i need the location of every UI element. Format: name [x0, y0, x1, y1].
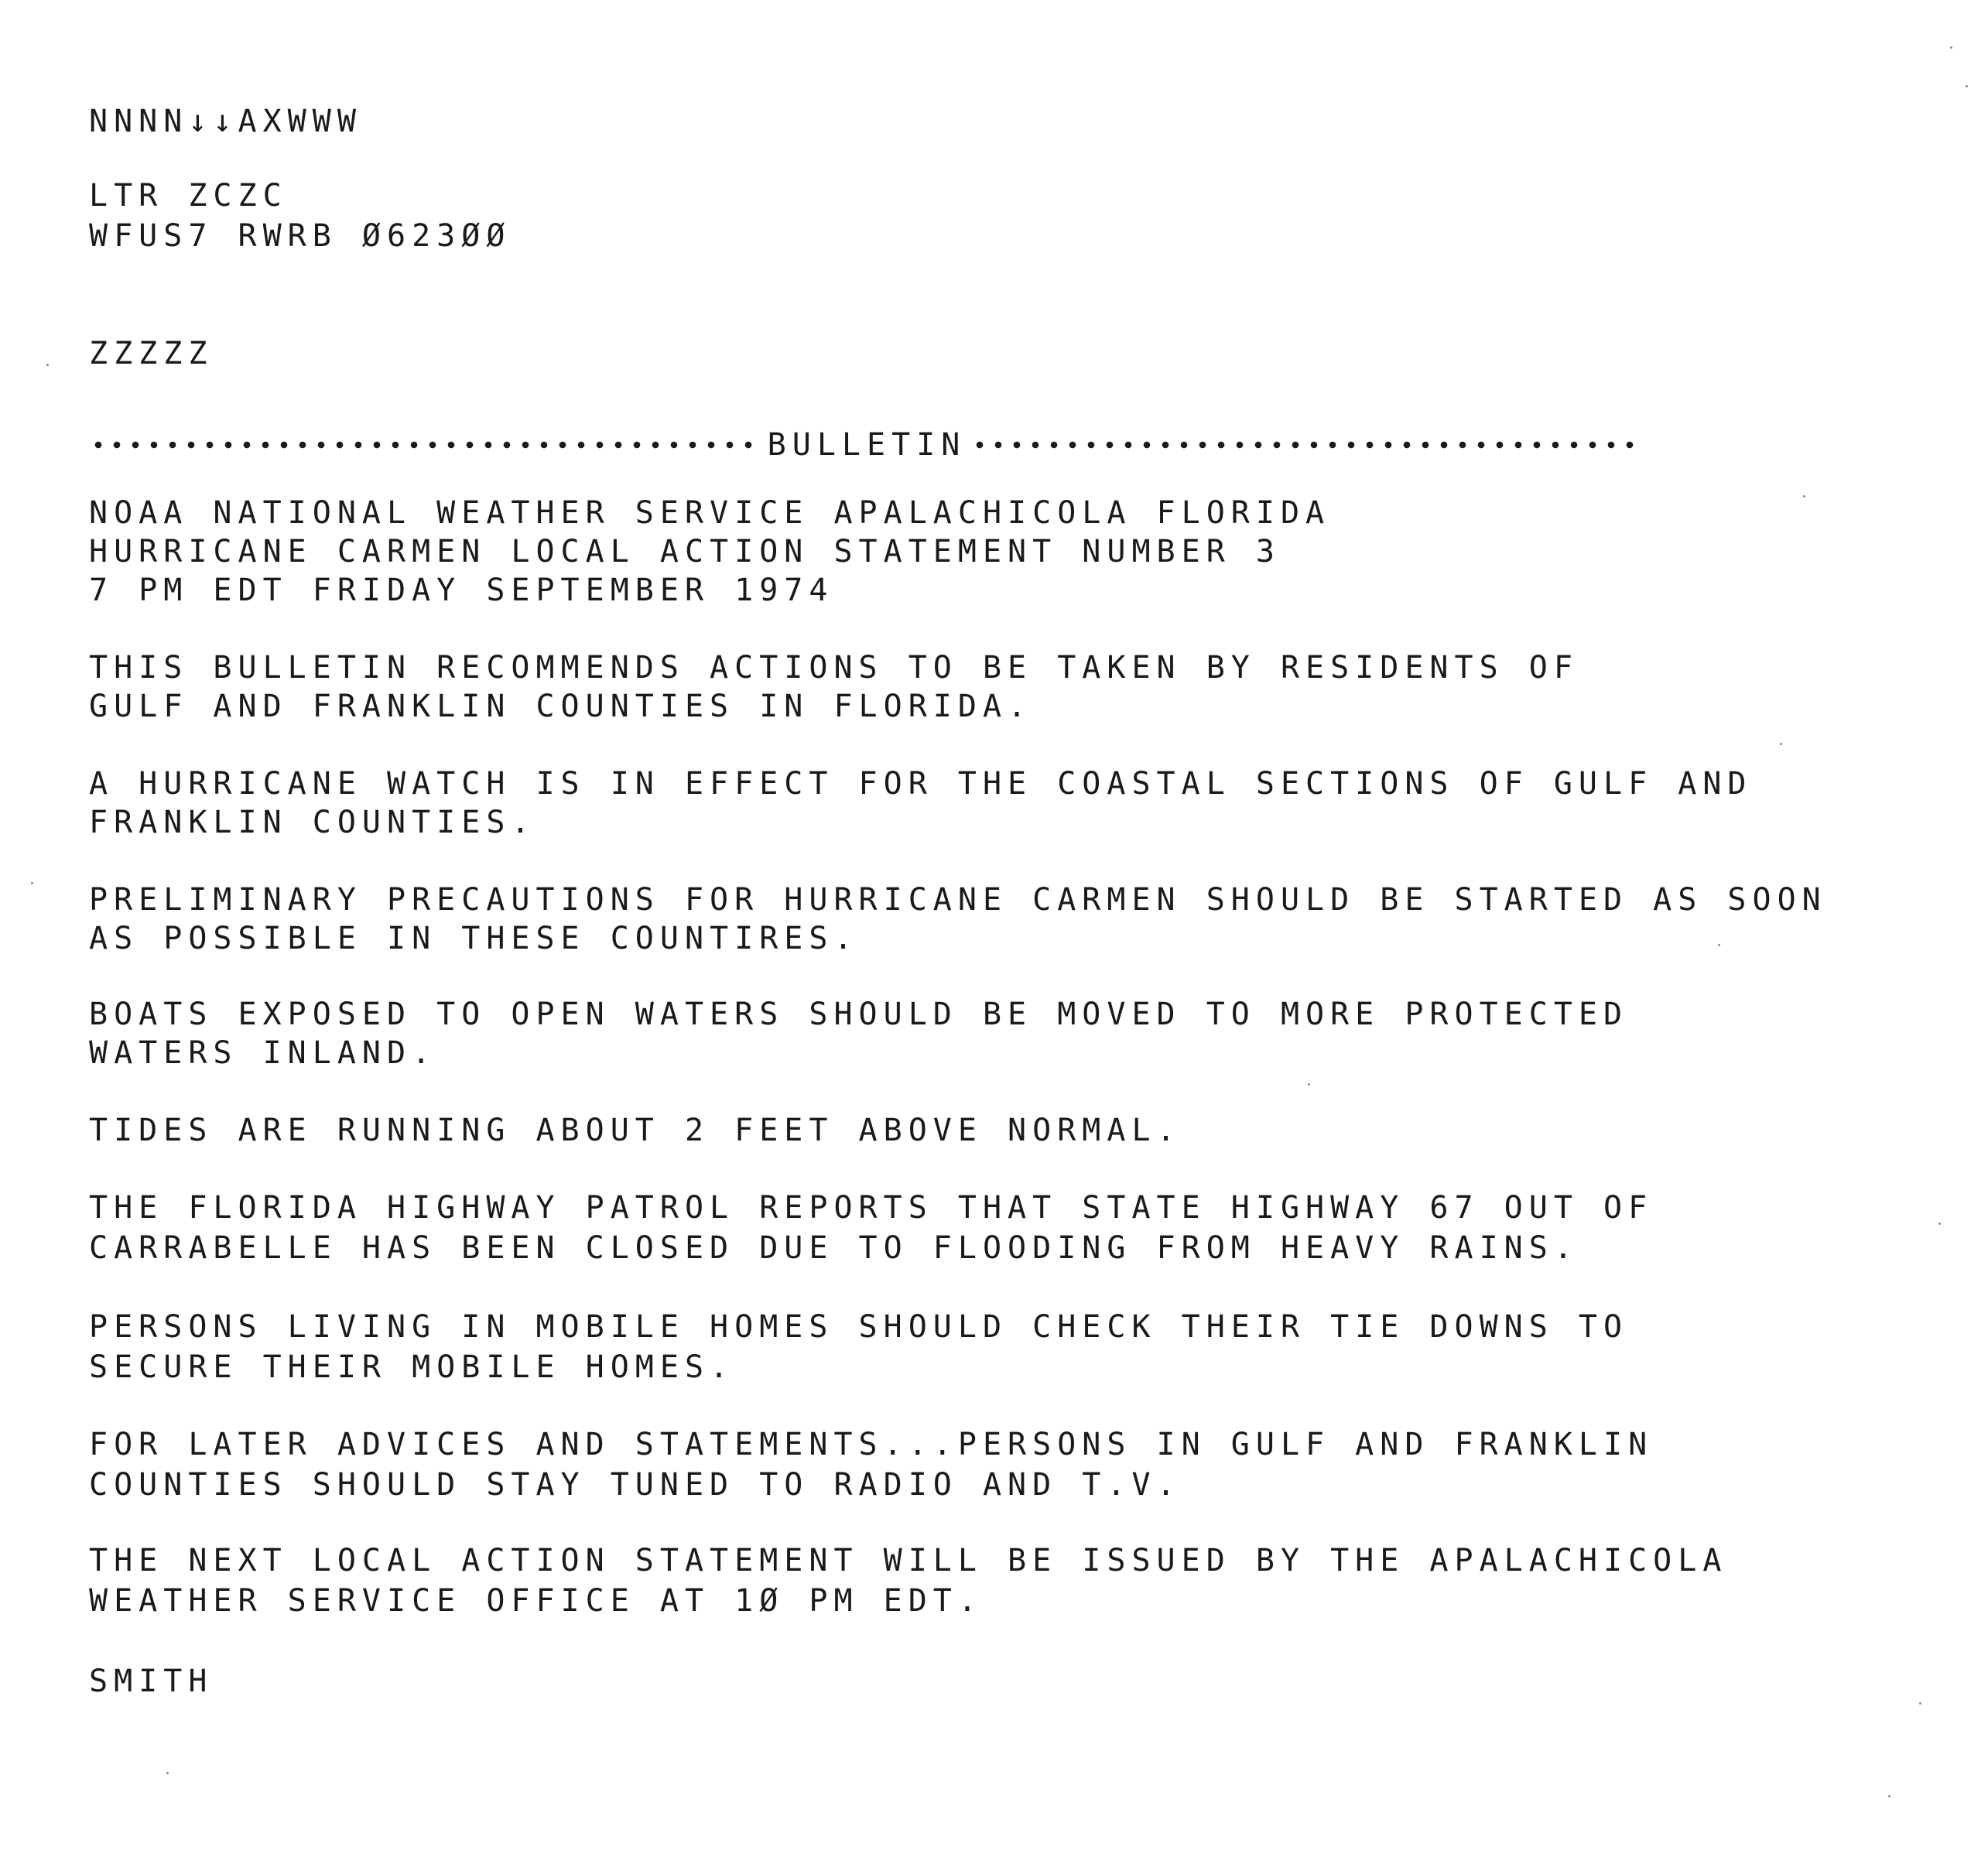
scan-speck [1938, 1223, 1941, 1225]
bulletin-banner [89, 426, 1644, 464]
paragraph-line: CARRABELLE HAS BEEN CLOSED DUE TO FLOODING FROM HEAVY RAINS. [89, 1230, 1579, 1266]
statement-title: HURRICANE CARMEN LOCAL ACTION STATEMENT NUMBER 3 [89, 534, 1281, 569]
scan-speck [1919, 1702, 1921, 1705]
scan-speck [46, 364, 49, 366]
paragraph-line: BOATS EXPOSED TO OPEN WATERS SHOULD BE MOVED TO MORE PROTECTED [89, 997, 1629, 1032]
separator-line: ZZZZZ [89, 336, 214, 371]
paragraph-line: FRANKLIN COUNTIES. [89, 805, 536, 840]
issue-time: 7 PM EDT FRIDAY SEPTEMBER 1974 [89, 573, 834, 608]
scan-speck [166, 1772, 169, 1774]
paragraph-line: THE FLORIDA HIGHWAY PATROL REPORTS THAT STATE HIGHWAY 67 OUT OF [89, 1190, 1654, 1226]
dot-leader-left [89, 441, 763, 449]
scan-speck [1966, 85, 1968, 87]
scan-speck [1950, 46, 1952, 49]
paragraph-line: SECURE THEIR MOBILE HOMES. [89, 1349, 735, 1385]
paragraph-line: TIDES ARE RUNNING ABOUT 2 FEET ABOVE NORMAL. [89, 1113, 1182, 1148]
paragraph-line: THIS BULLETIN RECOMMENDS ACTIONS TO BE TAKEN BY RESIDENTS OF [89, 650, 1579, 686]
paragraph-line: A HURRICANE WATCH IS IN EFFECT FOR THE COASTAL SECTIONS OF GULF AND [89, 766, 1753, 802]
paragraph-line: PRELIMINARY PRECAUTIONS FOR HURRICANE CARMEN SHOULD BE STARTED AS SOON [89, 882, 1827, 918]
paragraph-line: FOR LATER ADVICES AND STATEMENTS...PERSONS IN GULF AND FRANKLIN [89, 1427, 1654, 1462]
paragraph-line: WATERS INLAND. [89, 1035, 437, 1071]
paragraph-line: COUNTIES SHOULD STAY TUNED TO RADIO AND T.V. [89, 1467, 1182, 1503]
scan-speck [1888, 1795, 1890, 1797]
message-id-line: WFUS7 RWRB Ø623ØØ [89, 218, 512, 254]
scan-speck [1803, 495, 1805, 498]
paragraph-line: GULF AND FRANKLIN COUNTIES IN FLORIDA. [89, 689, 1033, 724]
paragraph-line: WEATHER SERVICE OFFICE AT 1Ø PM EDT. [89, 1583, 983, 1619]
bulletin-label: BULLETIN [767, 427, 967, 463]
scan-speck [31, 882, 33, 884]
routing-line: LTR ZCZC [89, 178, 288, 214]
office-heading: NOAA NATIONAL WEATHER SERVICE APALACHICOLA FLORIDA [89, 495, 1331, 531]
scan-speck [1718, 944, 1720, 946]
paragraph-line: THE NEXT LOCAL ACTION STATEMENT WILL BE ISSUED BY THE APALACHICOLA [89, 1543, 1728, 1578]
dot-leader-right [970, 441, 1644, 449]
scan-speck [1780, 743, 1782, 745]
scan-speck [1308, 1083, 1310, 1086]
paragraph-line: PERSONS LIVING IN MOBILE HOMES SHOULD CHECK THEIR TIE DOWNS TO [89, 1309, 1629, 1345]
transmission-header-line: NNNN↓↓AXWWW [89, 104, 362, 139]
paragraph-line: AS POSSIBLE IN THESE COUNTIRES. [89, 921, 859, 956]
signature: SMITH [89, 1664, 214, 1699]
